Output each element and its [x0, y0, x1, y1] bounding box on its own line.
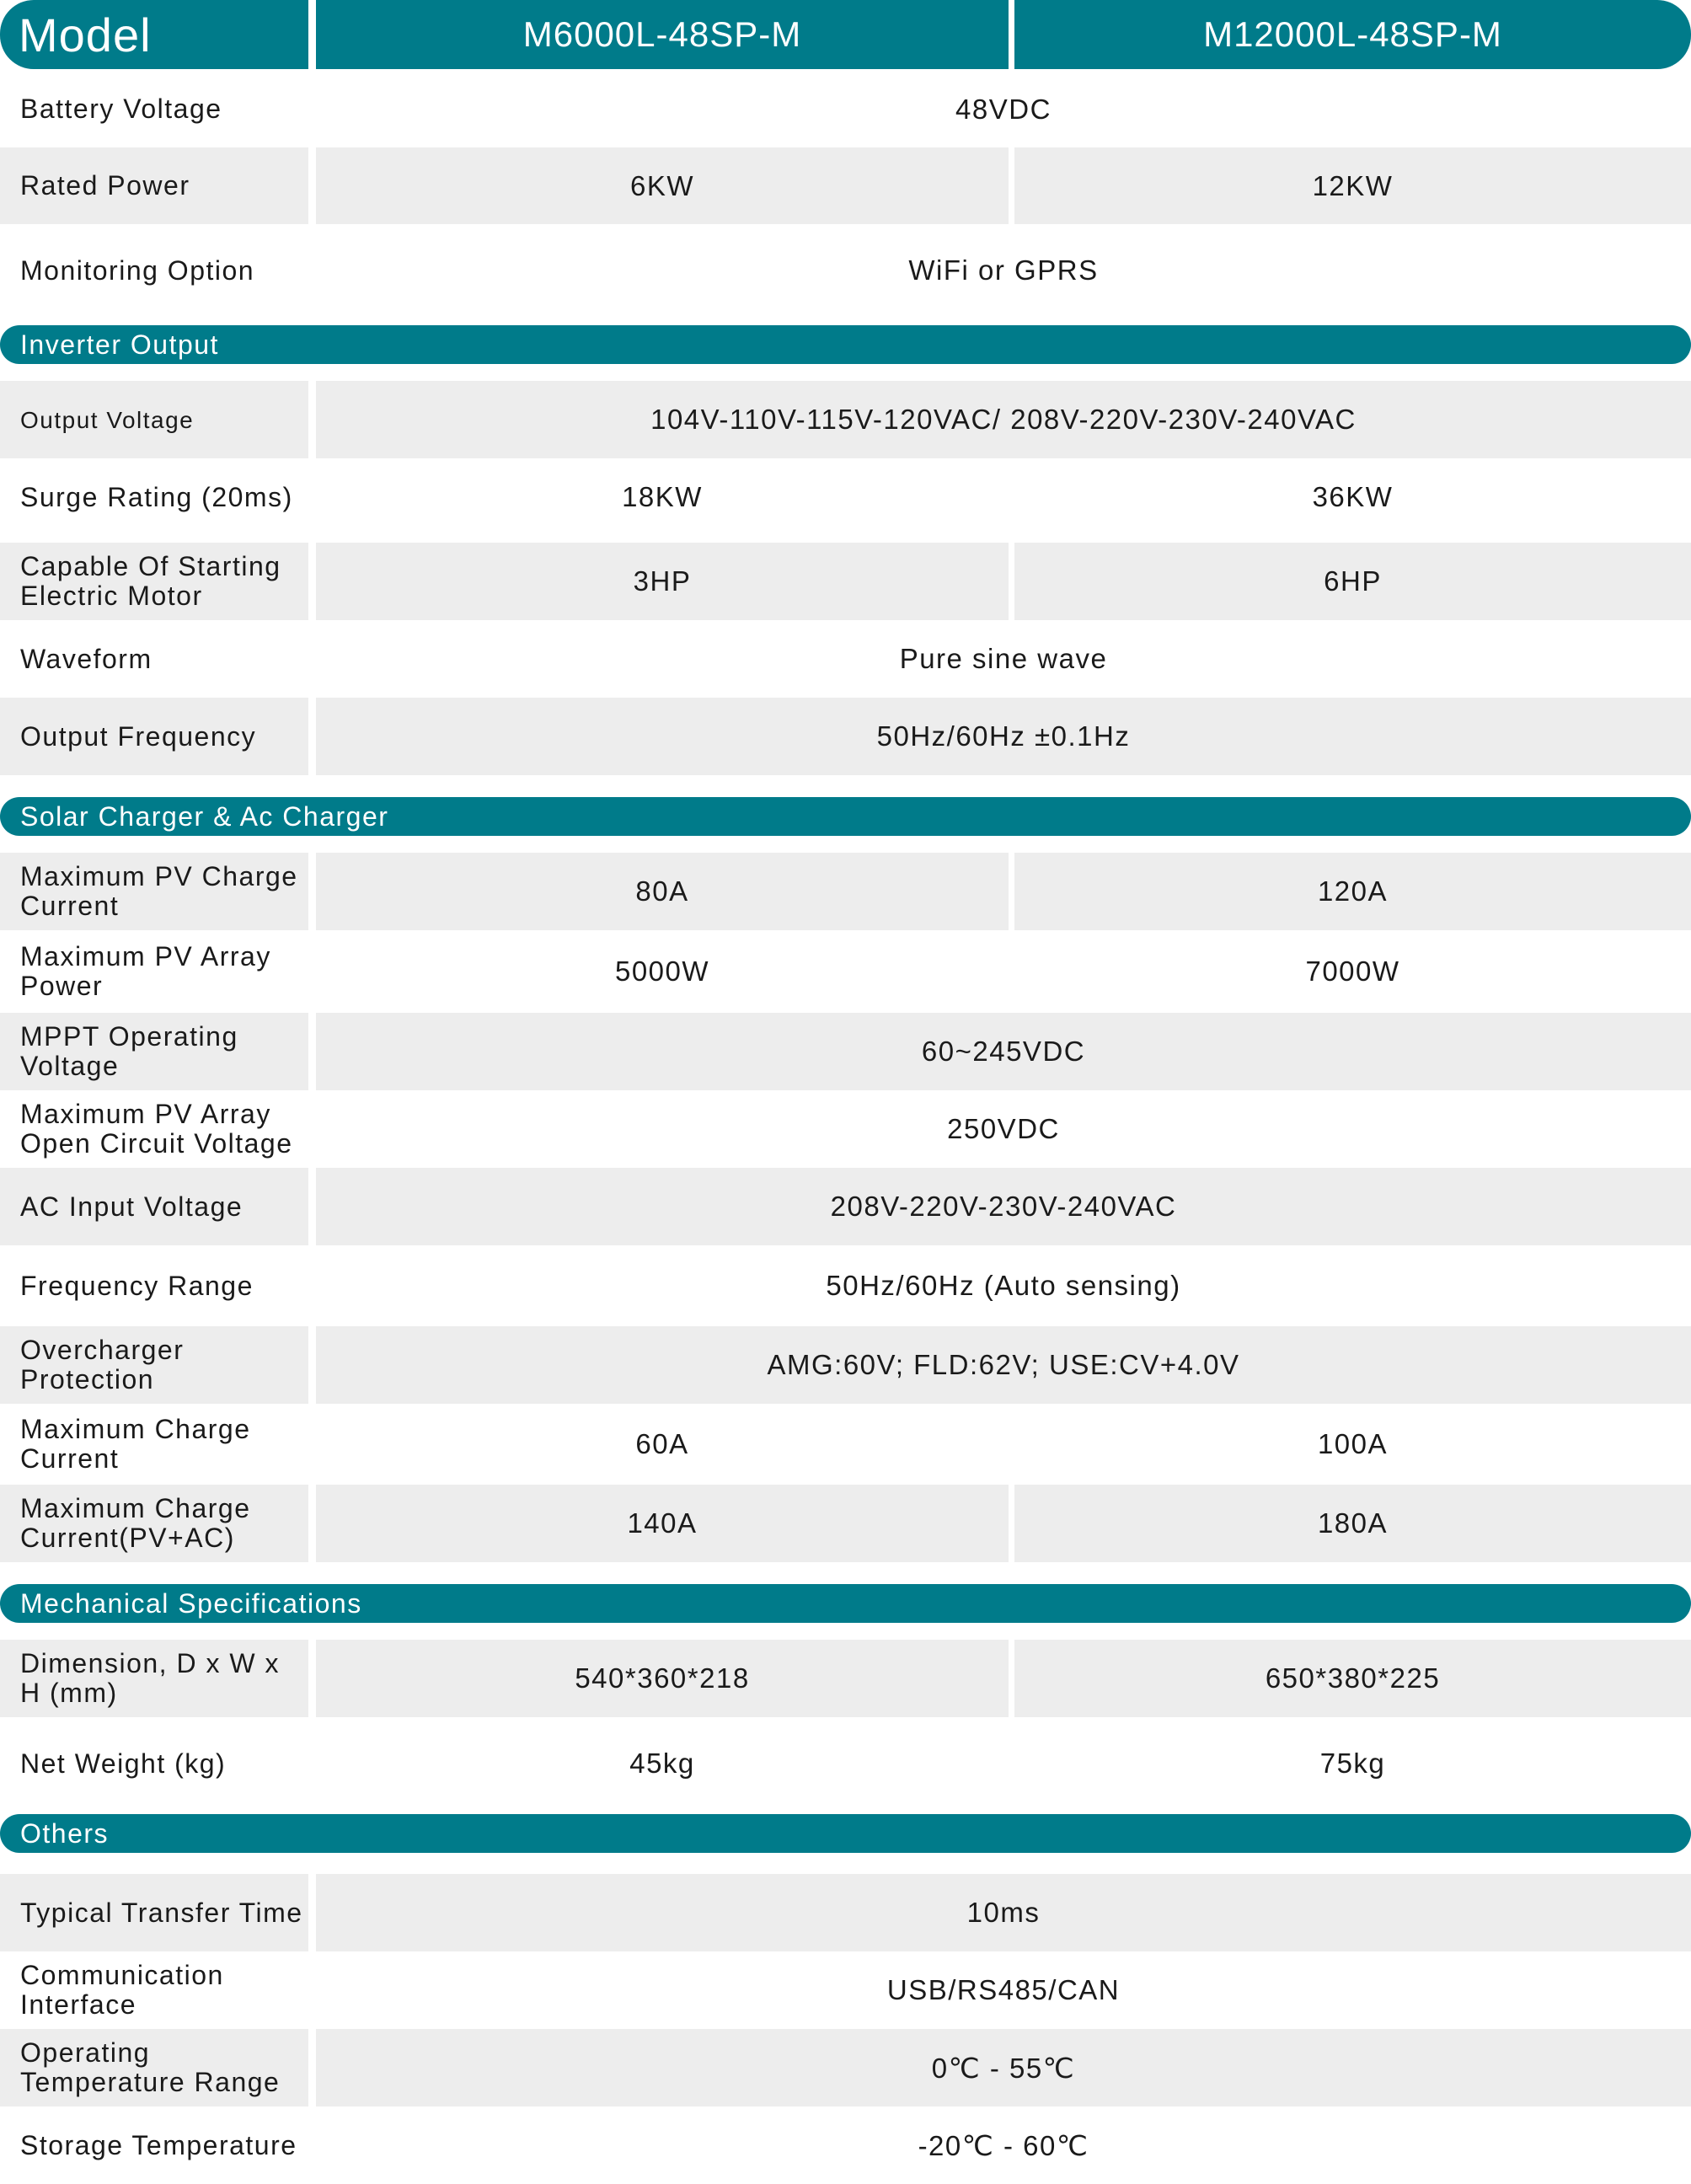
spec-row	[0, 1717, 1691, 1810]
row-value-model-1: 540*360*218	[316, 1640, 1009, 1717]
row-value: 48VDC	[955, 93, 1052, 125]
spec-row	[0, 1090, 1691, 1168]
row-value-model-2: 120A	[1014, 853, 1691, 930]
row-value-model-1: 5000W	[614, 956, 710, 987]
row-value: AMG:60V; FLD:62V; USE:CV+4.0V	[316, 1326, 1691, 1404]
section-header-others: Others	[0, 1814, 1691, 1853]
row-value: USB/RS485/CAN	[886, 1974, 1121, 2005]
row-label: Net Weight (kg)	[20, 1748, 227, 1779]
spec-row	[0, 853, 1691, 930]
row-label: Maximum PV Array Power	[20, 941, 271, 1001]
row-value: -20℃ - 60℃	[918, 2129, 1089, 2161]
row-label: Rated Power	[0, 147, 308, 224]
row-label: AC Input Voltage	[0, 1168, 308, 1245]
row-value: 208V-220V-230V-240VAC	[316, 1168, 1691, 1245]
row-value-model-1: 3HP	[316, 543, 1009, 620]
row-value-model-1: 60A	[635, 1428, 689, 1459]
row-label: Overcharger Protection	[0, 1326, 308, 1404]
spec-row	[0, 1485, 1691, 1562]
row-label: Waveform	[20, 643, 153, 674]
row-label: Maximum PV Array Open Circuit Voltage	[20, 1099, 293, 1159]
spec-row	[0, 458, 1691, 536]
row-label: Frequency Range	[20, 1270, 254, 1301]
model-column-1: M6000L-48SP-M	[316, 0, 1009, 69]
row-value: 50Hz/60Hz (Auto sensing)	[826, 1270, 1181, 1301]
section-header-solar-ac-charger: Solar Charger & Ac Charger	[0, 797, 1691, 836]
row-value: 104V-110V-115V-120VAC/ 208V-220V-230V-240VAC	[316, 381, 1691, 458]
spec-row	[0, 543, 1691, 620]
section-header-mechanical-specifications: Mechanical Specifications	[0, 1584, 1691, 1623]
row-value-model-1: 140A	[316, 1485, 1009, 1562]
row-label: Maximum Charge Current(PV+AC)	[0, 1485, 308, 1562]
row-value: 0℃ - 55℃	[316, 2029, 1691, 2106]
row-value: 60~245VDC	[316, 1013, 1691, 1090]
model-header-label: Model	[0, 0, 308, 69]
row-value-model-1: 18KW	[622, 481, 703, 512]
spec-row	[0, 381, 1691, 458]
spec-row	[0, 1326, 1691, 1404]
row-label: Maximum Charge Current	[20, 1414, 251, 1474]
row-label: Surge Rating (20ms)	[20, 481, 293, 512]
row-label: Dimension, D x W x H (mm)	[0, 1640, 308, 1717]
spec-row	[0, 1874, 1691, 1951]
spec-row	[0, 930, 1691, 1013]
row-value-model-2: 650*380*225	[1014, 1640, 1691, 1717]
spec-row	[0, 71, 1691, 147]
spec-row	[0, 2029, 1691, 2106]
row-value-model-2: 12KW	[1014, 147, 1691, 224]
spec-row	[0, 1168, 1691, 1245]
spec-row	[0, 698, 1691, 775]
row-label: Operating Temperature Range	[0, 2029, 308, 2106]
row-label: Typical Transfer Time	[0, 1874, 308, 1951]
row-value: 250VDC	[947, 1113, 1060, 1144]
row-value-model-2: 75kg	[1319, 1748, 1386, 1779]
spec-row	[0, 2106, 1691, 2184]
row-value: WiFi or GPRS	[908, 254, 1099, 286]
row-label: MPPT Operating Voltage	[0, 1013, 308, 1090]
spec-table-header	[0, 0, 1691, 69]
row-label: Output Voltage	[0, 381, 308, 458]
row-value-model-1: 80A	[316, 853, 1009, 930]
spec-row	[0, 1404, 1691, 1485]
row-label: Monitoring Option	[20, 254, 255, 286]
row-label: Output Frequency	[0, 698, 308, 775]
spec-row	[0, 1013, 1691, 1090]
spec-row	[0, 147, 1691, 224]
row-label: Storage Temperature	[20, 2129, 297, 2160]
row-value: 50Hz/60Hz ±0.1Hz	[316, 698, 1691, 775]
row-label: Maximum PV Charge Current	[0, 853, 308, 930]
row-value-model-2: 6HP	[1014, 543, 1691, 620]
row-value: 10ms	[316, 1874, 1691, 1951]
row-value: Pure sine wave	[899, 643, 1108, 674]
row-value-model-1: 45kg	[629, 1748, 695, 1779]
row-label: Communication Interface	[20, 1960, 224, 2020]
model-column-2: M12000L-48SP-M	[1014, 0, 1691, 69]
spec-row	[0, 1951, 1691, 2029]
row-value-model-2: 180A	[1014, 1485, 1691, 1562]
spec-row	[0, 224, 1691, 317]
spec-row	[0, 1640, 1691, 1717]
row-label: Battery Voltage	[20, 94, 222, 124]
row-value-model-1: 6KW	[316, 147, 1009, 224]
spec-row	[0, 620, 1691, 698]
row-value-model-2: 36KW	[1312, 481, 1394, 512]
row-value-model-2: 100A	[1317, 1428, 1389, 1459]
spec-row	[0, 1245, 1691, 1326]
section-header-inverter-output: Inverter Output	[0, 325, 1691, 364]
row-label: Capable Of Starting Electric Motor	[0, 543, 308, 620]
row-value-model-2: 7000W	[1305, 956, 1400, 987]
